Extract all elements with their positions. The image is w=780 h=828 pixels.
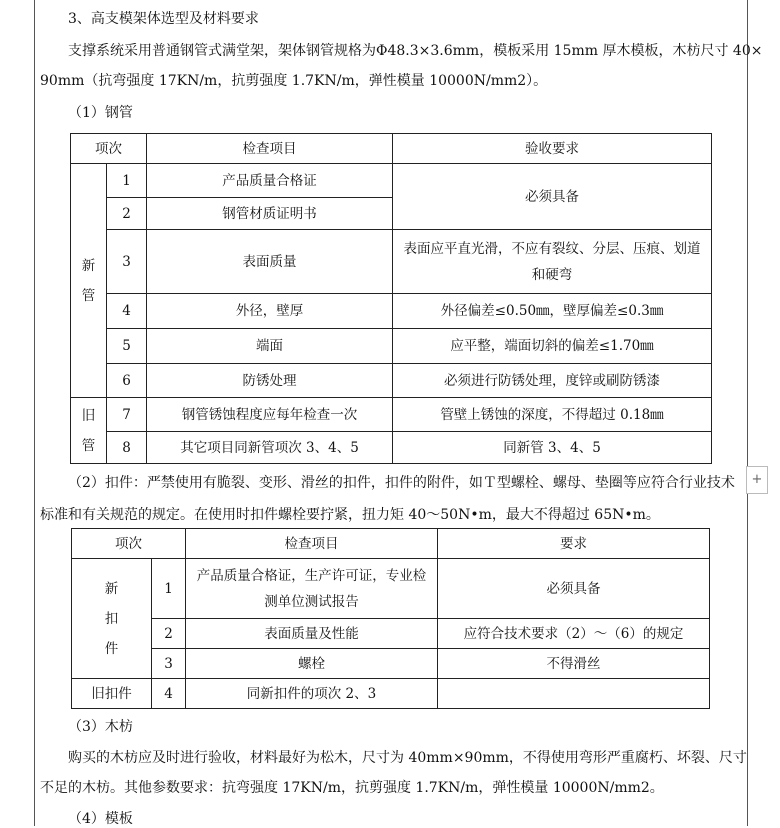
row-item: 外径，壁厚 <box>147 294 393 329</box>
header-check-item: 检查项目 <box>186 529 438 559</box>
row-req <box>438 679 710 709</box>
intro-paragraph-line-1: 支撑系统采用普通钢管式满堂架，架体钢管规格为Φ48.3×3.6mm，模板采用 15mm 厚木模板，木枋尺寸 40× <box>68 43 763 59</box>
row-no: 4 <box>107 294 147 329</box>
header-check-item: 检查项目 <box>147 134 393 164</box>
header-item-no: 项次 <box>71 134 147 164</box>
row-req: 外径偏差≤0.50㎜，壁厚偏差≤0.3㎜ <box>393 294 712 329</box>
row-no: 2 <box>107 198 147 230</box>
row-no: 1 <box>152 559 186 619</box>
formwork-heading: （4）模板 <box>68 811 133 827</box>
row-item: 同新扣件的项次 2、3 <box>186 679 438 709</box>
row-no: 5 <box>107 329 147 364</box>
row-req-line-1: 表面应平直光滑，不应有裂纹、分层、压痕、划道 <box>403 240 701 257</box>
group-new-pipe: 新 管 <box>71 164 107 398</box>
row-item: 防锈处理 <box>147 364 393 398</box>
row-item <box>186 559 438 619</box>
wood-heading: （3）木枋 <box>68 719 133 735</box>
row-item: 表面质量 <box>147 230 393 294</box>
header-item-no: 项次 <box>72 529 186 559</box>
row-item: 产品质量合格证 <box>147 164 393 198</box>
row-no: 4 <box>152 679 186 709</box>
wood-paragraph-line-2: 不足的木枋。其他参数要求：抗弯强度 17KN/m，抗剪强度 1.7KN/m，弹性模量 10000N/mm2。 <box>40 780 664 796</box>
fastener-table <box>71 528 710 709</box>
section-heading: 3、高支模架体选型及材料要求 <box>68 11 259 27</box>
row-req: 必须进行防锈处理，度锌或刷防锈漆 <box>393 364 712 398</box>
row-no: 3 <box>152 649 186 679</box>
header-acceptance-req: 验收要求 <box>393 134 712 164</box>
row-item-line-2: 测单位测试报告 <box>264 593 359 610</box>
wood-paragraph-line-1: 购买的木枋应及时进行验收，材料最好为松木，尺寸为 40mm×90mm，不得使用弯形严重腐朽、坏裂、尺寸 <box>68 750 747 766</box>
row-req-line-2: 和硬弯 <box>531 266 573 283</box>
row-item: 端面 <box>147 329 393 364</box>
steel-pipe-heading: （1）钢管 <box>68 105 133 121</box>
row-req <box>393 230 712 294</box>
header-requirement: 要求 <box>438 529 710 559</box>
add-button[interactable]: + <box>746 466 768 494</box>
group-old-pipe: 旧 管 <box>71 398 107 464</box>
row-no: 2 <box>152 619 186 649</box>
row-req: 同新管 3、4、5 <box>393 432 712 464</box>
row-req: 应平整，端面切斜的偏差≤1.70㎜ <box>393 329 712 364</box>
row-item-line-1: 产品质量合格证，生产许可证，专业检 <box>196 567 427 584</box>
row-no: 3 <box>107 230 147 294</box>
row-item: 表面质量及性能 <box>186 619 438 649</box>
group-old-fastener: 旧扣件 <box>72 679 152 709</box>
row-item: 钢管锈蚀程度应每年检查一次 <box>147 398 393 432</box>
row-no: 7 <box>107 398 147 432</box>
row-item: 其它项目同新管项次 3、4、5 <box>147 432 393 464</box>
intro-paragraph-line-2: 90mm（抗弯强度 17KN/m，抗剪强度 1.7KN/m，弹性模量 10000N/mm2）。 <box>40 73 548 89</box>
steel-pipe-table <box>70 133 712 464</box>
row-req: 必须具备 <box>393 164 712 230</box>
row-req: 应符合技术要求（2）～（6）的规定 <box>438 619 710 649</box>
row-req: 管壁上锈蚀的深度，不得超过 0.18㎜ <box>393 398 712 432</box>
row-req: 不得滑丝 <box>438 649 710 679</box>
row-no: 8 <box>107 432 147 464</box>
fastener-paragraph-line-1: （2）扣件：严禁使用有脆裂、变形、滑丝的扣件，扣件的附件，如Ｔ型螺栓、螺母、垫圈等应符合行业技术 <box>68 475 735 491</box>
row-item: 钢管材质证明书 <box>147 198 393 230</box>
row-no: 1 <box>107 164 147 198</box>
group-new-fastener: 新 扣 件 <box>72 559 152 679</box>
row-req: 必须具备 <box>438 559 710 619</box>
fastener-paragraph-line-2: 标准和有关规范的规定。在使用时扣件螺栓要拧紧，扭力矩 40～50N•m，最大不得超过 65N•m。 <box>40 507 660 523</box>
row-item: 螺栓 <box>186 649 438 679</box>
row-no: 6 <box>107 364 147 398</box>
